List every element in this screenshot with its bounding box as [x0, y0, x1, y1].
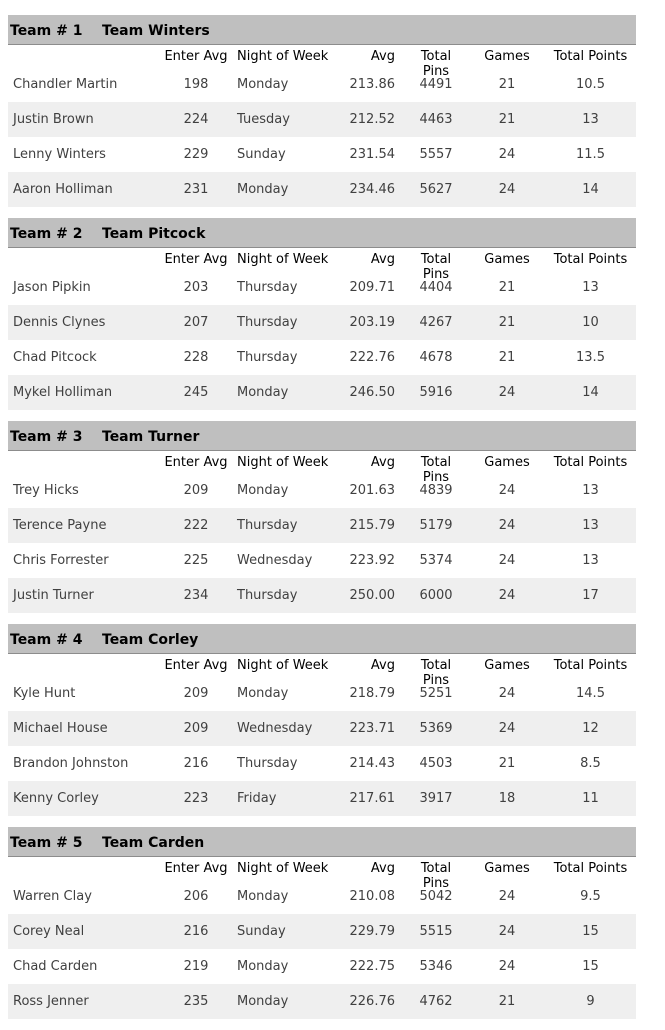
table-row — [8, 879, 636, 914]
team-name: Team Winters — [102, 23, 210, 39]
avg-cell: 201.63 — [349, 483, 395, 498]
night-of-week-cell: Sunday — [237, 924, 286, 939]
team-name: Team Turner — [102, 429, 200, 445]
enter-avg-cell: 209 — [183, 483, 209, 498]
team-header — [8, 624, 636, 654]
team-header — [8, 421, 636, 451]
total-points-cell: 13 — [582, 518, 599, 533]
games-cell: 21 — [498, 756, 516, 771]
avg-cell: 210.08 — [349, 889, 395, 904]
games-cell: 21 — [498, 280, 516, 295]
enter-avg-cell: 198 — [183, 77, 209, 92]
player-rows — [8, 270, 636, 410]
table-row — [8, 340, 636, 375]
total-pins-cell: 4404 — [419, 280, 453, 295]
team-number: Team # 5 — [10, 835, 83, 851]
player-name: Chad Carden — [13, 959, 98, 974]
night-of-week-cell: Wednesday — [237, 553, 313, 568]
table-row — [8, 375, 636, 410]
total-pins-cell: 5374 — [419, 553, 453, 568]
total-points-cell: 15 — [582, 959, 599, 974]
table-row — [8, 711, 636, 746]
team-block — [8, 624, 636, 827]
header-avg: Avg — [370, 49, 395, 64]
avg-cell: 222.75 — [349, 959, 395, 974]
avg-cell: 246.50 — [349, 385, 395, 400]
team-name: Team Corley — [102, 632, 199, 648]
avg-cell: 218.79 — [349, 686, 395, 701]
header-total-points: Total Points — [553, 252, 628, 267]
games-cell: 21 — [498, 994, 516, 1009]
player-name: Chad Pitcock — [13, 350, 97, 365]
player-name: Warren Clay — [13, 889, 92, 904]
enter-avg-cell: 245 — [183, 385, 209, 400]
night-of-week-cell: Thursday — [237, 350, 298, 365]
table-row — [8, 270, 636, 305]
avg-cell: 231.54 — [349, 147, 395, 162]
team-block — [8, 421, 636, 624]
player-name: Ross Jenner — [13, 994, 89, 1009]
enter-avg-cell: 216 — [183, 924, 209, 939]
total-pins-cell: 4839 — [419, 483, 453, 498]
header-avg: Avg — [370, 252, 395, 267]
night-of-week-cell: Monday — [237, 385, 289, 400]
games-cell: 24 — [498, 889, 516, 904]
player-rows — [8, 676, 636, 816]
table-row — [8, 914, 636, 949]
header-avg: Avg — [370, 455, 395, 470]
table-row — [8, 508, 636, 543]
total-points-cell: 14.5 — [576, 686, 605, 701]
night-of-week-cell: Monday — [237, 994, 289, 1009]
header-enter-avg: Enter Avg — [164, 861, 228, 876]
avg-cell: 234.46 — [349, 182, 395, 197]
enter-avg-cell: 224 — [183, 112, 209, 127]
total-pins-cell: 5346 — [419, 959, 453, 974]
header-avg: Avg — [370, 861, 395, 876]
enter-avg-cell: 225 — [183, 553, 209, 568]
night-of-week-cell: Thursday — [237, 280, 298, 295]
header-night-of-week: Night of Week — [237, 49, 329, 64]
player-name: Kyle Hunt — [13, 686, 76, 701]
total-pins-cell: 4463 — [419, 112, 453, 127]
header-total-pins: Total Pins — [420, 49, 452, 79]
player-name: Trey Hicks — [13, 483, 79, 498]
night-of-week-cell: Monday — [237, 483, 289, 498]
enter-avg-cell: 234 — [183, 588, 209, 603]
table-row — [8, 473, 636, 508]
player-name: Michael House — [13, 721, 108, 736]
avg-cell: 222.76 — [349, 350, 395, 365]
enter-avg-cell: 228 — [183, 350, 209, 365]
table-row — [8, 578, 636, 613]
games-cell: 24 — [498, 518, 516, 533]
total-pins-cell: 4678 — [419, 350, 453, 365]
enter-avg-cell: 229 — [183, 147, 209, 162]
games-cell: 24 — [498, 553, 516, 568]
total-pins-cell: 4491 — [419, 77, 453, 92]
column-headers — [8, 45, 636, 79]
header-night-of-week: Night of Week — [237, 658, 329, 673]
team-header — [8, 827, 636, 857]
enter-avg-cell: 231 — [183, 182, 209, 197]
night-of-week-cell: Sunday — [237, 147, 286, 162]
team-name: Team Pitcock — [102, 226, 206, 242]
header-enter-avg: Enter Avg — [164, 49, 228, 64]
header-games: Games — [484, 455, 530, 470]
player-name: Corey Neal — [13, 924, 85, 939]
total-points-cell: 11.5 — [576, 147, 605, 162]
total-points-cell: 12 — [582, 721, 599, 736]
games-cell: 21 — [498, 112, 516, 127]
player-name: Kenny Corley — [13, 791, 99, 806]
games-cell: 18 — [498, 791, 516, 806]
table-row — [8, 949, 636, 984]
total-pins-cell: 5179 — [419, 518, 453, 533]
avg-cell: 212.52 — [349, 112, 395, 127]
night-of-week-cell: Monday — [237, 182, 289, 197]
total-points-cell: 14 — [582, 385, 599, 400]
night-of-week-cell: Monday — [237, 77, 289, 92]
total-pins-cell: 5557 — [419, 147, 453, 162]
header-total-points: Total Points — [553, 455, 628, 470]
total-pins-cell: 4267 — [419, 315, 453, 330]
team-header — [8, 15, 636, 45]
total-pins-cell: 5627 — [419, 182, 453, 197]
enter-avg-cell: 209 — [183, 686, 209, 701]
player-name: Chris Forrester — [13, 553, 109, 568]
header-total-points: Total Points — [553, 861, 628, 876]
team-block — [8, 15, 636, 218]
total-points-cell: 10 — [582, 315, 599, 330]
team-name: Team Carden — [102, 835, 205, 851]
night-of-week-cell: Monday — [237, 686, 289, 701]
player-name: Lenny Winters — [13, 147, 106, 162]
night-of-week-cell: Tuesday — [237, 112, 290, 127]
header-games: Games — [484, 49, 530, 64]
games-cell: 24 — [498, 588, 516, 603]
column-headers — [8, 654, 636, 688]
avg-cell: 203.19 — [349, 315, 395, 330]
header-night-of-week: Night of Week — [237, 861, 329, 876]
total-pins-cell: 5251 — [419, 686, 453, 701]
enter-avg-cell: 235 — [183, 994, 209, 1009]
total-points-cell: 14 — [582, 182, 599, 197]
night-of-week-cell: Monday — [237, 959, 289, 974]
total-pins-cell: 5515 — [419, 924, 453, 939]
player-name: Aaron Holliman — [13, 182, 113, 197]
player-name: Chandler Martin — [13, 77, 118, 92]
total-pins-cell: 5369 — [419, 721, 453, 736]
header-enter-avg: Enter Avg — [164, 455, 228, 470]
table-row — [8, 305, 636, 340]
total-points-cell: 13 — [582, 280, 599, 295]
table-row — [8, 102, 636, 137]
night-of-week-cell: Thursday — [237, 588, 298, 603]
night-of-week-cell: Thursday — [237, 518, 298, 533]
team-number: Team # 2 — [10, 226, 83, 242]
enter-avg-cell: 207 — [183, 315, 209, 330]
header-total-points: Total Points — [553, 658, 628, 673]
table-row — [8, 137, 636, 172]
avg-cell: 250.00 — [349, 588, 395, 603]
total-pins-cell: 3917 — [419, 791, 453, 806]
total-points-cell: 9 — [586, 994, 595, 1009]
avg-cell: 226.76 — [349, 994, 395, 1009]
total-pins-cell: 4503 — [419, 756, 453, 771]
header-total-pins: Total Pins — [420, 455, 452, 485]
team-header — [8, 218, 636, 248]
player-name: Jason Pipkin — [13, 280, 91, 295]
avg-cell: 223.71 — [349, 721, 395, 736]
header-total-points: Total Points — [553, 49, 628, 64]
games-cell: 24 — [498, 924, 516, 939]
games-cell: 24 — [498, 686, 516, 701]
player-name: Justin Brown — [13, 112, 94, 127]
avg-cell: 214.43 — [349, 756, 395, 771]
header-games: Games — [484, 861, 530, 876]
team-number: Team # 3 — [10, 429, 83, 445]
enter-avg-cell: 216 — [183, 756, 209, 771]
header-avg: Avg — [370, 658, 395, 673]
table-row — [8, 67, 636, 102]
night-of-week-cell: Thursday — [237, 756, 298, 771]
total-points-cell: 13.5 — [576, 350, 605, 365]
player-name: Justin Turner — [13, 588, 94, 603]
enter-avg-cell: 222 — [183, 518, 209, 533]
header-total-pins: Total Pins — [420, 252, 452, 282]
avg-cell: 223.92 — [349, 553, 395, 568]
enter-avg-cell: 209 — [183, 721, 209, 736]
standings-sheet — [8, 15, 636, 1030]
table-row — [8, 984, 636, 1019]
total-points-cell: 13 — [582, 553, 599, 568]
night-of-week-cell: Wednesday — [237, 721, 313, 736]
enter-avg-cell: 203 — [183, 280, 209, 295]
avg-cell: 215.79 — [349, 518, 395, 533]
player-rows — [8, 67, 636, 207]
table-row — [8, 746, 636, 781]
games-cell: 24 — [498, 959, 516, 974]
total-points-cell: 17 — [582, 588, 599, 603]
avg-cell: 217.61 — [349, 791, 395, 806]
total-points-cell: 11 — [582, 791, 599, 806]
player-rows — [8, 879, 636, 1019]
team-number: Team # 4 — [10, 632, 83, 648]
avg-cell: 213.86 — [349, 77, 395, 92]
column-headers — [8, 248, 636, 282]
player-rows — [8, 473, 636, 613]
total-points-cell: 10.5 — [576, 77, 605, 92]
games-cell: 24 — [498, 483, 516, 498]
column-headers — [8, 857, 636, 891]
header-enter-avg: Enter Avg — [164, 252, 228, 267]
avg-cell: 209.71 — [349, 280, 395, 295]
header-games: Games — [484, 252, 530, 267]
player-name: Mykel Holliman — [13, 385, 113, 400]
header-total-pins: Total Pins — [420, 658, 452, 688]
table-row — [8, 676, 636, 711]
night-of-week-cell: Monday — [237, 889, 289, 904]
total-pins-cell: 6000 — [419, 588, 453, 603]
header-night-of-week: Night of Week — [237, 252, 329, 267]
table-row — [8, 543, 636, 578]
total-points-cell: 8.5 — [580, 756, 601, 771]
total-pins-cell: 4762 — [419, 994, 453, 1009]
header-enter-avg: Enter Avg — [164, 658, 228, 673]
games-cell: 24 — [498, 721, 516, 736]
total-pins-cell: 5042 — [419, 889, 453, 904]
player-name: Dennis Clynes — [13, 315, 106, 330]
enter-avg-cell: 223 — [183, 791, 209, 806]
games-cell: 21 — [498, 350, 516, 365]
games-cell: 24 — [498, 385, 516, 400]
team-number: Team # 1 — [10, 23, 83, 39]
header-total-pins: Total Pins — [420, 861, 452, 891]
enter-avg-cell: 219 — [183, 959, 209, 974]
player-name: Brandon Johnston — [13, 756, 129, 771]
games-cell: 24 — [498, 182, 516, 197]
team-block — [8, 827, 636, 1030]
enter-avg-cell: 206 — [183, 889, 209, 904]
total-pins-cell: 5916 — [419, 385, 453, 400]
games-cell: 21 — [498, 77, 516, 92]
header-night-of-week: Night of Week — [237, 455, 329, 470]
night-of-week-cell: Thursday — [237, 315, 298, 330]
total-points-cell: 9.5 — [580, 889, 601, 904]
total-points-cell: 13 — [582, 483, 599, 498]
games-cell: 24 — [498, 147, 516, 162]
total-points-cell: 13 — [582, 112, 599, 127]
player-name: Terence Payne — [13, 518, 107, 533]
header-games: Games — [484, 658, 530, 673]
avg-cell: 229.79 — [349, 924, 395, 939]
team-block — [8, 218, 636, 421]
games-cell: 21 — [498, 315, 516, 330]
night-of-week-cell: Friday — [237, 791, 277, 806]
total-points-cell: 15 — [582, 924, 599, 939]
column-headers — [8, 451, 636, 485]
table-row — [8, 172, 636, 207]
table-row — [8, 781, 636, 816]
